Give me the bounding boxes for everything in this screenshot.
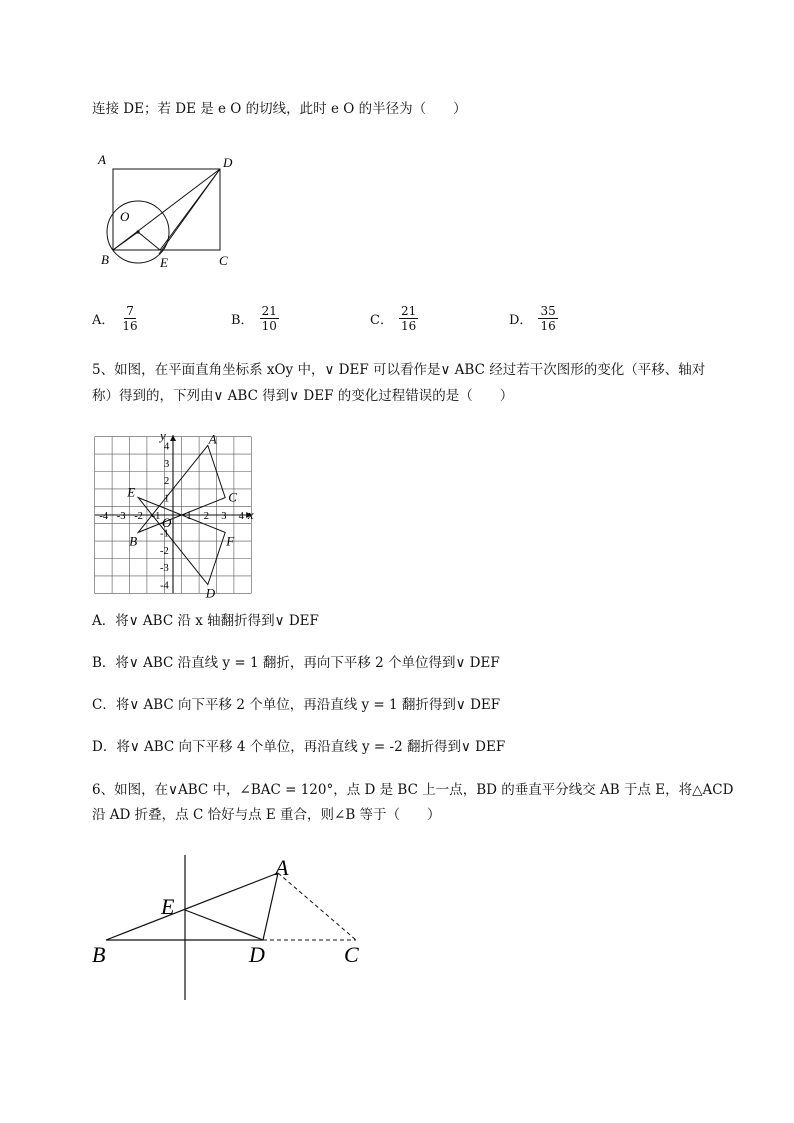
q5-option-d[interactable]: D．将∨ ABC 向下平移 4 个单位，再沿直线 y = -2 翻折得到∨ DEF (92, 739, 506, 755)
q4-option-a-letter: A． (92, 313, 115, 328)
q4-option-b-letter: B． (231, 313, 254, 328)
q5-point-label-A: A (208, 431, 217, 447)
x-tick-label: -3 (116, 511, 126, 522)
y-tick-label: -3 (160, 563, 169, 575)
q5-point-label-E: E (127, 484, 136, 500)
q5-option-c[interactable]: C．将∨ ABC 向下平移 2 个单位，再沿直线 y = 1 翻折得到∨ DEF (92, 697, 501, 713)
q6-label-A: A (275, 855, 289, 880)
q4-option-c[interactable] (370, 304, 418, 333)
y-tick-label: 3 (164, 458, 170, 470)
q5-x-axis-label: x (247, 507, 254, 522)
q4-label-D: D (223, 155, 233, 170)
q5-point-label-B: B (129, 533, 138, 549)
q6-label-B: B (92, 942, 106, 967)
y-tick-label: -2 (160, 545, 169, 557)
q4-stem: 连接 DE；若 DE 是 e O 的切线，此时 e O 的半径为（ ） (92, 101, 467, 117)
x-tick-label: 3 (221, 511, 227, 522)
q5-stem-line1: 5、如图，在平面直角坐标系 xOy 中，∨ DEF 可以看作是∨ ABC 经过若干次图形的变化（平移、轴对 (92, 362, 706, 378)
q4-label-E: E (160, 255, 168, 270)
x-tick-label: 4 (238, 511, 244, 522)
q5-coordinate-figure (92, 428, 254, 601)
y-axis-arrow (170, 435, 176, 441)
q5-y-axis-label: y (160, 428, 166, 444)
q4-option-c-fraction: $\frac{21}{16}$ (400, 304, 417, 333)
y-tick-label: -4 (160, 580, 169, 592)
q4-label-O: O (120, 209, 130, 224)
q5-point-label-D: D (205, 585, 216, 601)
q4-option-a-fraction: $\frac{7}{16}$ (122, 304, 138, 333)
q5-tick-labels (99, 441, 244, 591)
q5-stem-line2: 称）得到的，下列由∨ ABC 得到∨ DEF 的变化过程错误的是（ ） (92, 388, 514, 404)
q6-label-C: C (344, 942, 359, 967)
q4-option-d-letter: D． (509, 313, 533, 328)
q4-option-c-letter: C． (370, 313, 393, 328)
q4-option-b[interactable] (231, 304, 279, 333)
x-tick-label: 2 (203, 511, 210, 522)
y-tick-label: -1 (160, 528, 169, 540)
q5-option-b[interactable]: B．将∨ ABC 沿直线 y = 1 翻折，再向下平移 2 个单位得到∨ DEF (92, 655, 500, 671)
q5-point-label-C: C (228, 489, 237, 505)
q5-point-label-F: F (226, 533, 235, 549)
y-tick-label: 4 (164, 441, 170, 453)
q4-option-d-fraction: $\frac{35}{16}$ (540, 304, 556, 333)
q6-figure (88, 850, 378, 1005)
q6-stem-line2: 沿 AD 折叠，点 C 恰好与点 E 重合，则∠B 等于（ ） (92, 807, 441, 823)
q4-label-A: A (98, 152, 106, 167)
q6-stem-line1: 6、如图，在∨ABC 中，∠BAC = 120°，点 D 是 BC 上一点，BD 的垂直平分线交 AB 于点 E，将△ACD (92, 782, 734, 798)
q4-option-b-fraction: $\frac{21}{10}$ (261, 304, 277, 333)
x-tick-label: -4 (99, 511, 109, 522)
q6-label-E: E (161, 894, 175, 919)
q4-option-d[interactable] (509, 304, 558, 333)
x-tick-label: -2 (134, 511, 143, 522)
q4-option-a[interactable] (92, 304, 140, 333)
q4-label-B: B (101, 252, 109, 267)
q4-figure (90, 148, 250, 273)
y-tick-label: 2 (164, 476, 170, 488)
q6-label-D: D (249, 942, 265, 967)
q5-origin-label: O (162, 515, 172, 530)
x-tick-label: -1 (151, 511, 161, 522)
x-tick-label: 1 (186, 511, 192, 522)
q4-label-C: C (219, 253, 228, 268)
q5-option-a[interactable]: A．将∨ ABC 沿 x 轴翻折得到∨ DEF (92, 613, 319, 629)
y-tick-label: 1 (164, 493, 170, 505)
